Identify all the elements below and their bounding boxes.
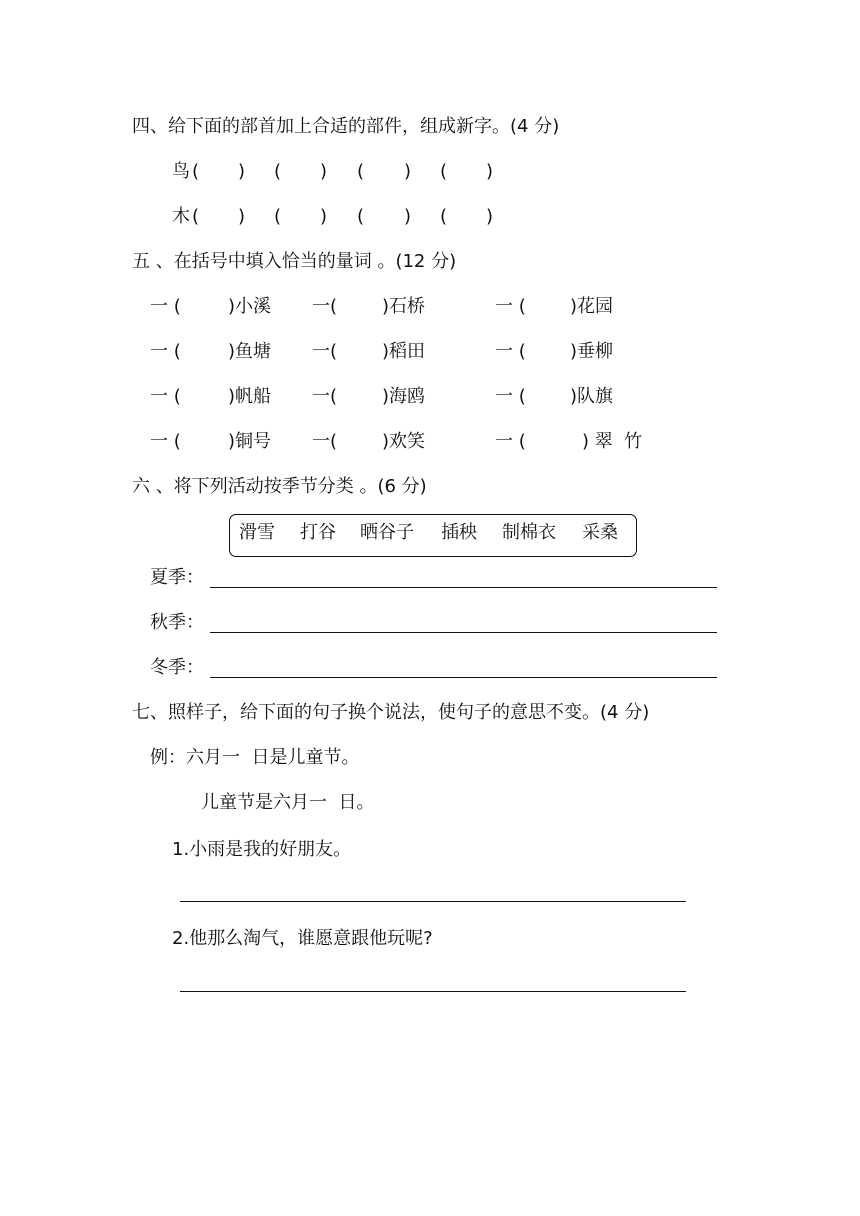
blank-noun: )欢笑 [382, 431, 426, 452]
blank-noun: )小溪 [228, 296, 272, 317]
measure-word-row-3 [150, 388, 670, 412]
activity-word-box [229, 514, 637, 557]
answer-line-winter[interactable] [210, 677, 717, 678]
blank-noun: )铜号 [228, 431, 272, 452]
activity-word: 打谷 [300, 522, 336, 543]
blank-noun: )稻田 [382, 341, 426, 362]
blank-prefix: 一 ( [495, 296, 526, 317]
blank-prefix: 一 ( [150, 341, 181, 362]
blank-prefix: 一 ( [495, 431, 526, 452]
bracket-open: ( [357, 161, 365, 182]
blank-prefix: 一 ( [150, 296, 181, 317]
bracket-open: ( [440, 206, 448, 227]
blank-prefix: 一( [312, 296, 338, 317]
question-1: 1.小雨是我的好朋友。 [172, 839, 352, 860]
blank-noun: ) 翠 竹 [582, 431, 643, 452]
blank-prefix: 一 ( [495, 341, 526, 362]
measure-word-row-4 [150, 433, 670, 457]
bracket-open: ( [274, 206, 282, 227]
blank-noun: )垂柳 [570, 341, 614, 362]
blank-prefix: 一 ( [150, 431, 181, 452]
answer-line-summer[interactable] [210, 587, 717, 588]
question-2: 2.他那么淘气，谁愿意跟他玩呢? [172, 928, 433, 949]
measure-word-row-1 [150, 298, 670, 322]
section4-row-2 [172, 208, 512, 232]
bracket-open: ( [192, 161, 200, 182]
section6-title: 六 、将下列活动按季节分类 。(6 分) [132, 476, 427, 497]
measure-word-row-2 [150, 343, 670, 367]
answer-line-q2[interactable] [180, 991, 686, 992]
blank-prefix: 一( [312, 431, 338, 452]
blank-noun: )帆船 [228, 386, 272, 407]
example-rewrite: 儿童节是六月一 日。 [201, 792, 375, 813]
blank-noun: )石桥 [382, 296, 426, 317]
example-sentence: 例：六月一 日是儿童节。 [150, 747, 360, 768]
season-label-autumn: 秋季： [150, 612, 204, 633]
answer-line-q1[interactable] [180, 901, 686, 902]
bracket-open: ( [440, 161, 448, 182]
blank-prefix: 一 ( [150, 386, 181, 407]
activity-word: 制棉衣 [502, 522, 556, 543]
season-label-winter: 冬季： [150, 657, 204, 678]
blank-noun: )花园 [570, 296, 614, 317]
radical: 木 [172, 206, 190, 227]
bracket-open: ( [274, 161, 282, 182]
bracket-close: ) [320, 206, 328, 227]
section5-title: 五 、在括号中填入恰当的量词 。(12 分) [132, 251, 457, 272]
bracket-close: ) [404, 206, 412, 227]
bracket-close: ) [404, 161, 412, 182]
blank-prefix: 一 ( [495, 386, 526, 407]
bracket-close: ) [486, 161, 494, 182]
radical: 鸟 [172, 161, 190, 182]
bracket-close: ) [238, 206, 246, 227]
blank-prefix: 一( [312, 386, 338, 407]
activity-word: 晒谷子 [360, 522, 414, 543]
blank-prefix: 一( [312, 341, 338, 362]
answer-line-autumn[interactable] [210, 632, 717, 633]
season-label-summer: 夏季： [150, 567, 204, 588]
bracket-close: ) [486, 206, 494, 227]
bracket-close: ) [238, 161, 246, 182]
activity-word: 采桑 [582, 522, 618, 543]
bracket-close: ) [320, 161, 328, 182]
bracket-open: ( [192, 206, 200, 227]
section7-title: 七、照样子，给下面的句子换个说法，使句子的意思不变。(4 分) [132, 702, 650, 723]
section4-row-1 [172, 163, 512, 187]
bracket-open: ( [357, 206, 365, 227]
activity-word: 滑雪 [239, 522, 275, 543]
blank-noun: )队旗 [570, 386, 614, 407]
blank-noun: )鱼塘 [228, 341, 272, 362]
activity-word: 插秧 [441, 522, 477, 543]
blank-noun: )海鸥 [382, 386, 426, 407]
section4-title: 四、给下面的部首加上合适的部件，组成新字。(4 分) [132, 116, 560, 137]
